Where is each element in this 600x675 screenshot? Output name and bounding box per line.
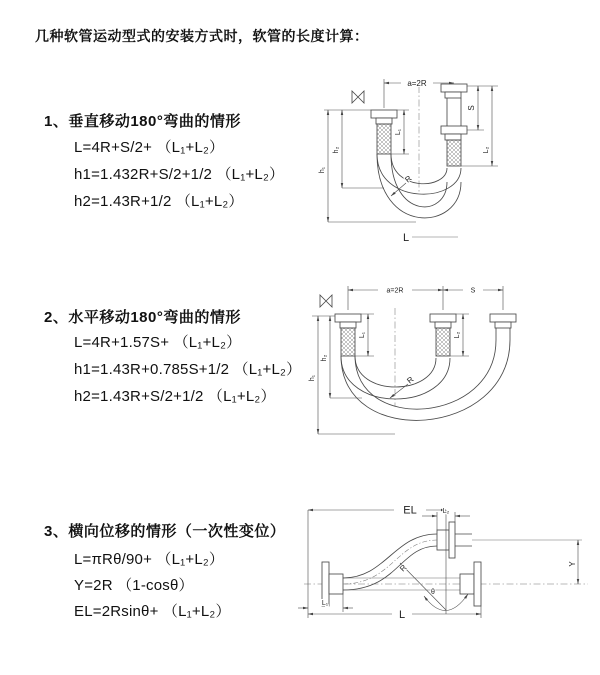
dim-l-label: L (398, 609, 406, 621)
middle-pipe (430, 314, 456, 356)
dim-a2r-label: a=2R (386, 287, 404, 295)
dim-h1-label: h₁ (309, 374, 316, 382)
hose-curve (343, 534, 437, 590)
section-3-heading: 3、横向位移的情形（一次性变位） (44, 523, 286, 540)
page-title: 几种软管运动型式的安装方式时，软管的长度计算： (35, 28, 369, 44)
dimensions (298, 505, 578, 622)
dimensions (309, 286, 503, 434)
diagram-vertical-180-bend (306, 70, 571, 255)
dim-l2-label: L₂ (454, 331, 461, 339)
section-2-heading: 2、水平移动180°弯曲的情形 (44, 309, 241, 326)
dim-l1-label: L₁ (321, 600, 329, 607)
section-1-formula-L: L=4R+S/2+ （L₁+L₂） (74, 139, 225, 156)
upper-flange (437, 522, 582, 558)
dim-h2-label: h₂ (321, 354, 328, 362)
dim-h2-label: h₂ (333, 146, 340, 154)
section-2-formula-h1: h1=1.43R+0.785S+1/2 （L₁+L₂） (74, 361, 302, 378)
diagram-horizontal-180-bend (298, 278, 593, 458)
section-1-formula-h2: h2=1.43R+1/2 （L₁+L₂） (74, 193, 244, 210)
dim-h1-label: h₁ (319, 166, 326, 174)
dim-l2-label: L₂ (442, 508, 450, 515)
dim-a2r-label: a=2R (407, 79, 427, 88)
section-2-formula-L: L=4R+1.57S+ （L₁+L₂） (74, 334, 242, 351)
bend-radius-label: R (398, 563, 409, 574)
valve-icon (320, 295, 332, 307)
dim-l1-label: L₁ (359, 331, 366, 339)
diagram-lateral-displacement (296, 498, 596, 643)
right-pipe (441, 84, 467, 166)
section-1-formula-h1: h1=1.432R+S/2+1/2 （L₁+L₂） (74, 166, 285, 183)
section-2-formula-h2: h2=1.43R+S/2+1/2 （L₁+L₂） (74, 388, 276, 405)
section-3-formula-L: L=πRθ/90+ （L₁+L₂） (74, 551, 225, 568)
left-pipe (371, 110, 397, 154)
bend-radius-label: R (403, 173, 414, 185)
angle-theta-label: θ (431, 589, 435, 596)
section-3-formula-Y: Y=2R （1-cosθ） (74, 577, 194, 594)
section-1-heading: 1、垂直移动180°弯曲的情形 (44, 113, 241, 130)
valve-icon (352, 91, 364, 103)
dimensions (319, 79, 498, 244)
right-pipe (490, 314, 516, 340)
dim-l2-label: L₂ (483, 146, 490, 154)
left-pipe (335, 314, 361, 356)
right-flange (460, 562, 481, 606)
bend-radius-label: R (405, 374, 416, 386)
dim-s-label: S (467, 105, 476, 111)
dim-el-label: EL (403, 504, 417, 517)
dim-s-label: S (470, 287, 476, 295)
section-3-formula-EL: EL=2Rsinθ+ （L₁+L₂） (74, 603, 231, 620)
dim-l1-label: L₁ (395, 128, 402, 136)
hose-curves (341, 340, 510, 420)
length-label: L (402, 232, 410, 244)
dim-y-label: Y (568, 561, 577, 567)
